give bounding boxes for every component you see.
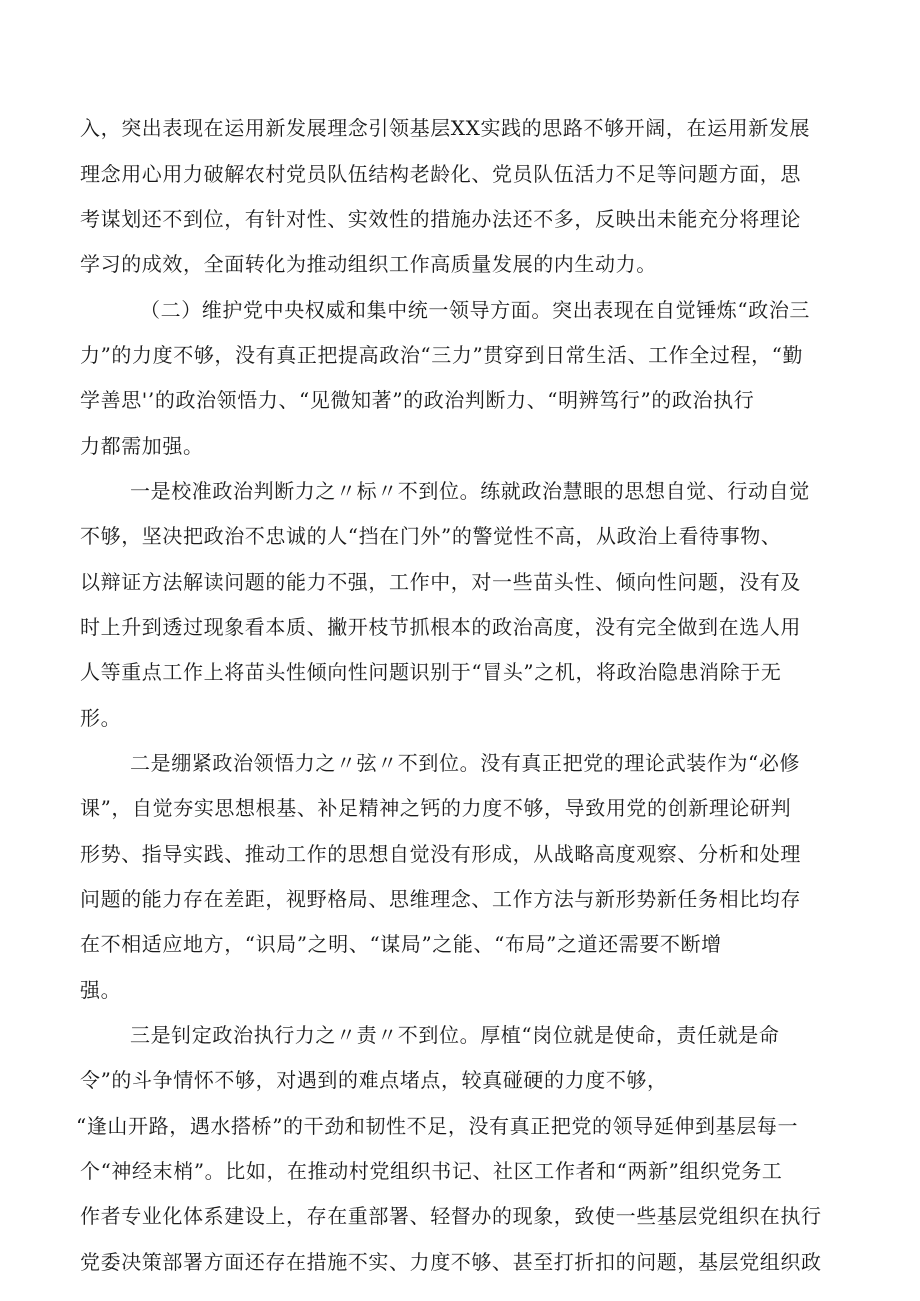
text-line: 力都需加强。 (80, 434, 204, 458)
text-line: 形势、指导实践、推动工作的思想自觉没有形成，从战略高度观察、分析和处理 (80, 842, 801, 866)
text-line: 强。 (80, 978, 122, 1002)
text-line: 三是钊定政治执行力之〃责〃不到位。厚植“岗位就是使命，责任就是命 (130, 1023, 780, 1047)
text-line: 党委决策部署方面还存在措施不实、力度不够、甚至打折扣的问题，基层党组织政 (80, 1250, 822, 1274)
text-line: 二是绷紧政治领悟力之〃弦〃不到位。没有真正把党的理论武装作为“必修 (130, 751, 801, 775)
text-line: 考谋划还不到位，有针对性、实效性的措施办法还不多，反映出未能充分将理论 (80, 207, 801, 231)
text-line: 问题的能力存在差距，视野格局、思维理念、工作方法与新形势新任务相比均存 (80, 887, 801, 911)
text-line: 人等重点工作上将苗头性倾向性问题识别于“冒头”之机，将政治隐患消除于无 (80, 660, 782, 684)
text-line: 力”的力度不够，没有真正把提高政治“三力”贯穿到日常生活、工作全过程，“勤 (80, 343, 804, 367)
text-line: 学习的成效，全面转化为推动组织工作高质量发展的内生动力。 (80, 252, 657, 276)
text-line: 令”的斗争情怀不够，对遇到的难点堵点，较真碰硬的力度不够， (80, 1068, 668, 1092)
text-line: 在不相适应地方，“识局”之明、“谋局”之能、“布局”之道还需要不断增 (80, 932, 722, 956)
text-line: 作者专业化体系建设上，存在重部署、轻督办的现象，致使一些基层党组织在执行 (80, 1204, 822, 1228)
text-line: 课”，自觉夯实思想根基、补足精神之钙的力度不够，导致用党的创新理论研判 (80, 796, 792, 820)
text-line: 个“神经末梢”。比如，在推动村党组织书记、社区工作者和“两新”组织党务工 (80, 1159, 783, 1183)
text-line: 以辩证方法解读问题的能力不强，工作中，对一些苗头性、倾向性问题，没有及 (80, 570, 801, 594)
text-line: “逢山开路，遇水搭桥”的干劲和韧性不足，没有真正把党的领导延伸到基层每一 (76, 1114, 799, 1138)
text-line: 不够，坚决把政治不忠诚的人“挡在门外”的警觉性不高，从政治上看待事物、 (80, 524, 782, 548)
text-line: 学善思'’的政治领悟力、“见微知著”的政治判断力、“明辨笃行”的政治执行 (80, 388, 755, 412)
text-line: 理念用心用力破解农村党员队伍结构老龄化、党员队伍活力不足等问题方面，思 (80, 162, 801, 186)
text-line: 一是校准政治判断力之〃标〃不到位。练就政治慧眼的思想自觉、行动自觉 (130, 479, 810, 503)
text-line: （二）维护党中央权威和集中统一领导方面。突出表现在自觉锤炼“政治三 (140, 298, 811, 322)
text-line: 时上升到透过现象看本质、撇开枝节抓根本的政治高度，没有完全做到在选人用 (80, 615, 801, 639)
text-line: 形。 (80, 706, 122, 730)
text-line: 入，突出表现在运用新发展理念引领基层XX实践的思路不够开阔，在运用新发展 (80, 116, 811, 140)
